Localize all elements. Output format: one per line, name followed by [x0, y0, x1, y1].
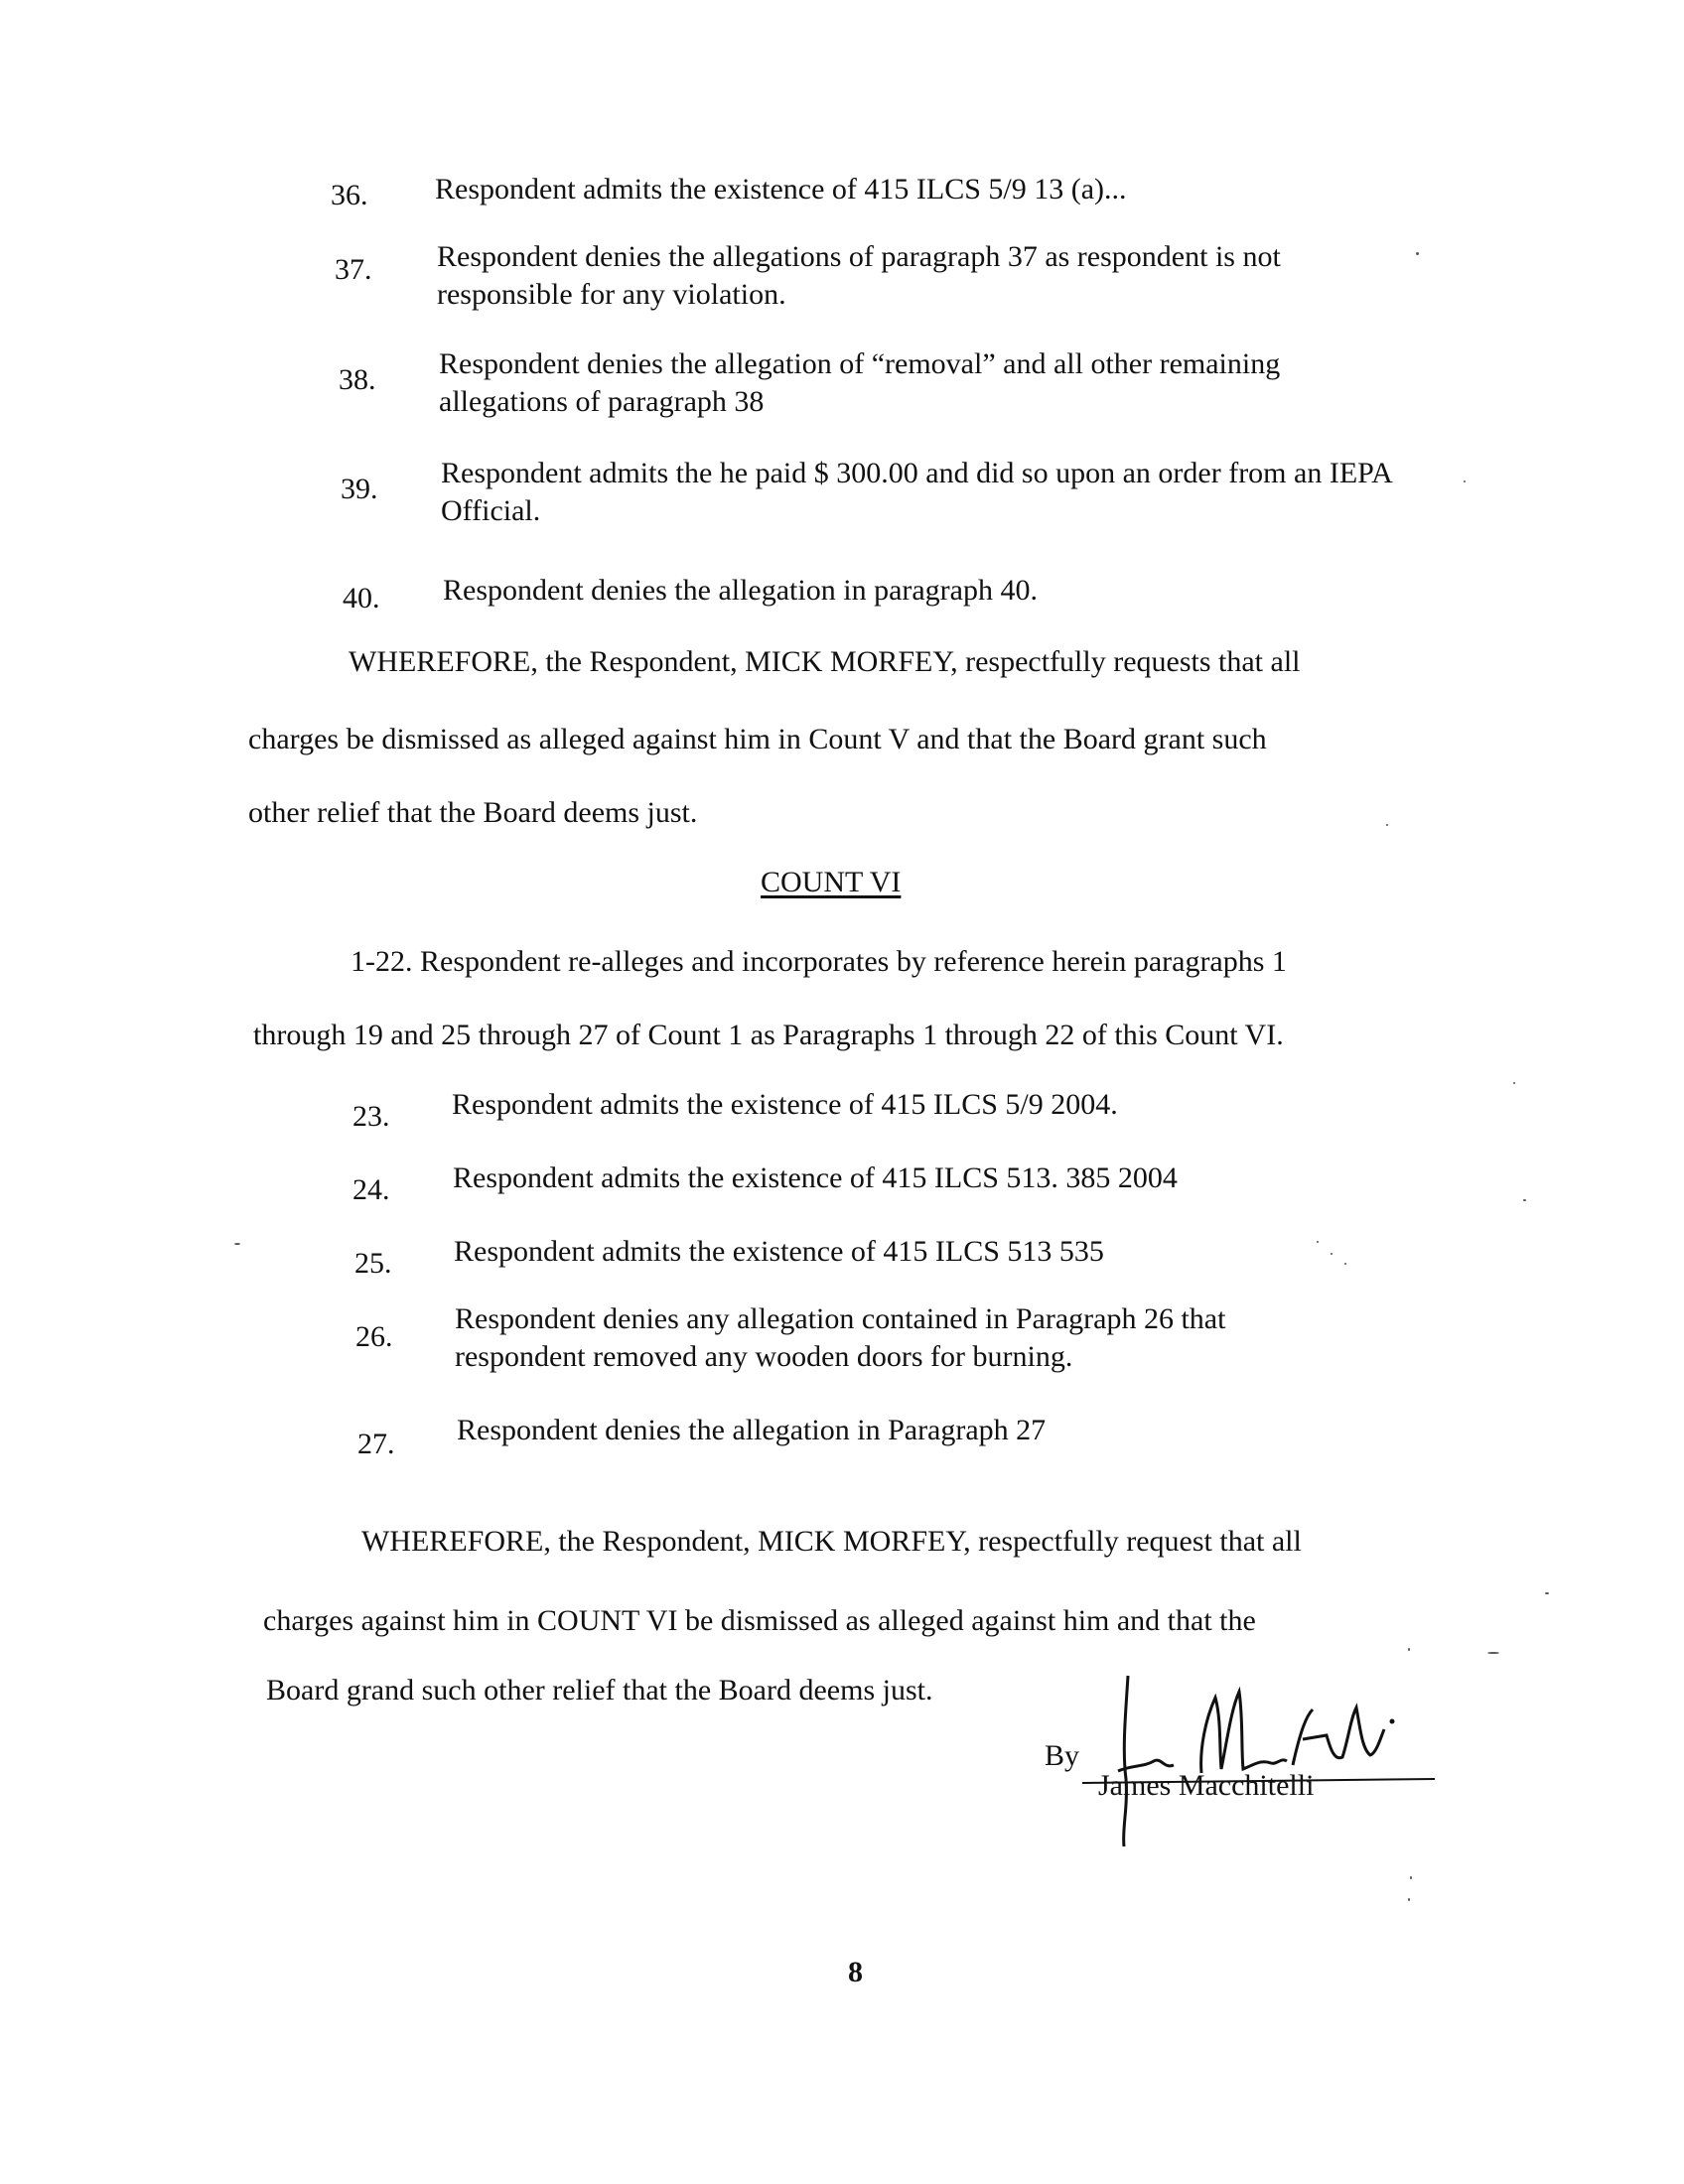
scan-speck	[1523, 1199, 1526, 1201]
paragraph-text: Respondent denies the allegation in paragraph 40.	[443, 574, 1038, 607]
wherefore-line: WHEREFORE, the Respondent, MICK MORFEY, respectfully request that all	[361, 1525, 1302, 1558]
paragraph-number: 25.	[354, 1247, 392, 1280]
realleges-line: through 19 and 25 through 27 of Count 1 as Paragraphs 1 through 22 of this Count VI.	[253, 1019, 1284, 1051]
paragraph-text: Respondent admits the he paid $ 300.00 and did so upon an order from an IEPA Official.	[441, 457, 1392, 527]
scan-speck	[1317, 1241, 1319, 1243]
paragraph-text: Respondent denies the allegation of “removal” and all other remaining allegations of paragraph 38	[439, 347, 1281, 418]
scan-speck	[1487, 1652, 1499, 1654]
scan-speck	[234, 1243, 240, 1245]
scan-speck	[1344, 1263, 1346, 1265]
scan-speck	[1416, 252, 1419, 255]
wherefore-line: charges against him in COUNT VI be dismissed as alleged against him and that the	[263, 1604, 1256, 1637]
paragraph-number: 40.	[343, 582, 380, 614]
scan-speck	[1410, 1876, 1412, 1879]
signatory-name: James Macchitelli	[1098, 1769, 1315, 1802]
paragraph-number: 23.	[352, 1100, 390, 1133]
paragraph-text: Respondent denies any allegation contained in Paragraph 26 that respondent removed any wooden doors for burning.	[455, 1302, 1226, 1373]
count-heading: COUNT VI	[761, 866, 902, 898]
paragraph-number: 26.	[355, 1320, 393, 1353]
scan-speck	[1331, 1253, 1333, 1255]
wherefore-line: charges be dismissed as alleged against him in Count V and that the Board grant such	[248, 723, 1267, 755]
paragraph-number: 38.	[339, 363, 376, 396]
paragraph-text: Respondent denies the allegations of paragraph 37 as respondent is not responsible for any violation.	[437, 240, 1281, 311]
page-number: 8	[848, 1956, 863, 1988]
scan-speck	[1545, 1592, 1549, 1594]
scan-speck	[1386, 824, 1388, 826]
scan-speck	[1464, 480, 1466, 482]
paragraph-number: 36.	[331, 179, 368, 211]
scan-speck	[1408, 1648, 1410, 1651]
paragraph-text: Respondent admits the existence of 415 ILCS 5/9 2004.	[452, 1088, 1118, 1121]
wherefore-line: other relief that the Board deems just.	[248, 796, 698, 829]
paragraph-number: 24.	[352, 1173, 390, 1206]
scan-speck	[1408, 1898, 1410, 1901]
handwritten-signature	[1082, 1670, 1440, 1848]
paragraph-number: 39.	[341, 473, 378, 505]
paragraph-text: Respondent admits the existence of 415 ILCS 513 535	[454, 1235, 1104, 1268]
paragraph-text: Respondent admits the existence of 415 ILCS 5/9 13 (a)...	[435, 173, 1127, 205]
wherefore-line: Board grand such other relief that the Board deems just.	[266, 1674, 933, 1706]
paragraph-text: Respondent denies the allegation in Paragraph 27	[457, 1414, 1047, 1446]
paragraph-number: 27.	[357, 1428, 395, 1460]
wherefore-line: WHEREFORE, the Respondent, MICK MORFEY, respectfully requests that all	[349, 645, 1301, 678]
realleges-line: 1-22. Respondent re-alleges and incorporates by reference herein paragraphs 1	[351, 945, 1287, 978]
signature-by-label: By	[1045, 1739, 1080, 1772]
paragraph-number: 37.	[335, 253, 372, 286]
paragraph-text: Respondent admits the existence of 415 ILCS 513. 385 2004	[453, 1161, 1178, 1194]
scan-speck	[1513, 1082, 1515, 1084]
